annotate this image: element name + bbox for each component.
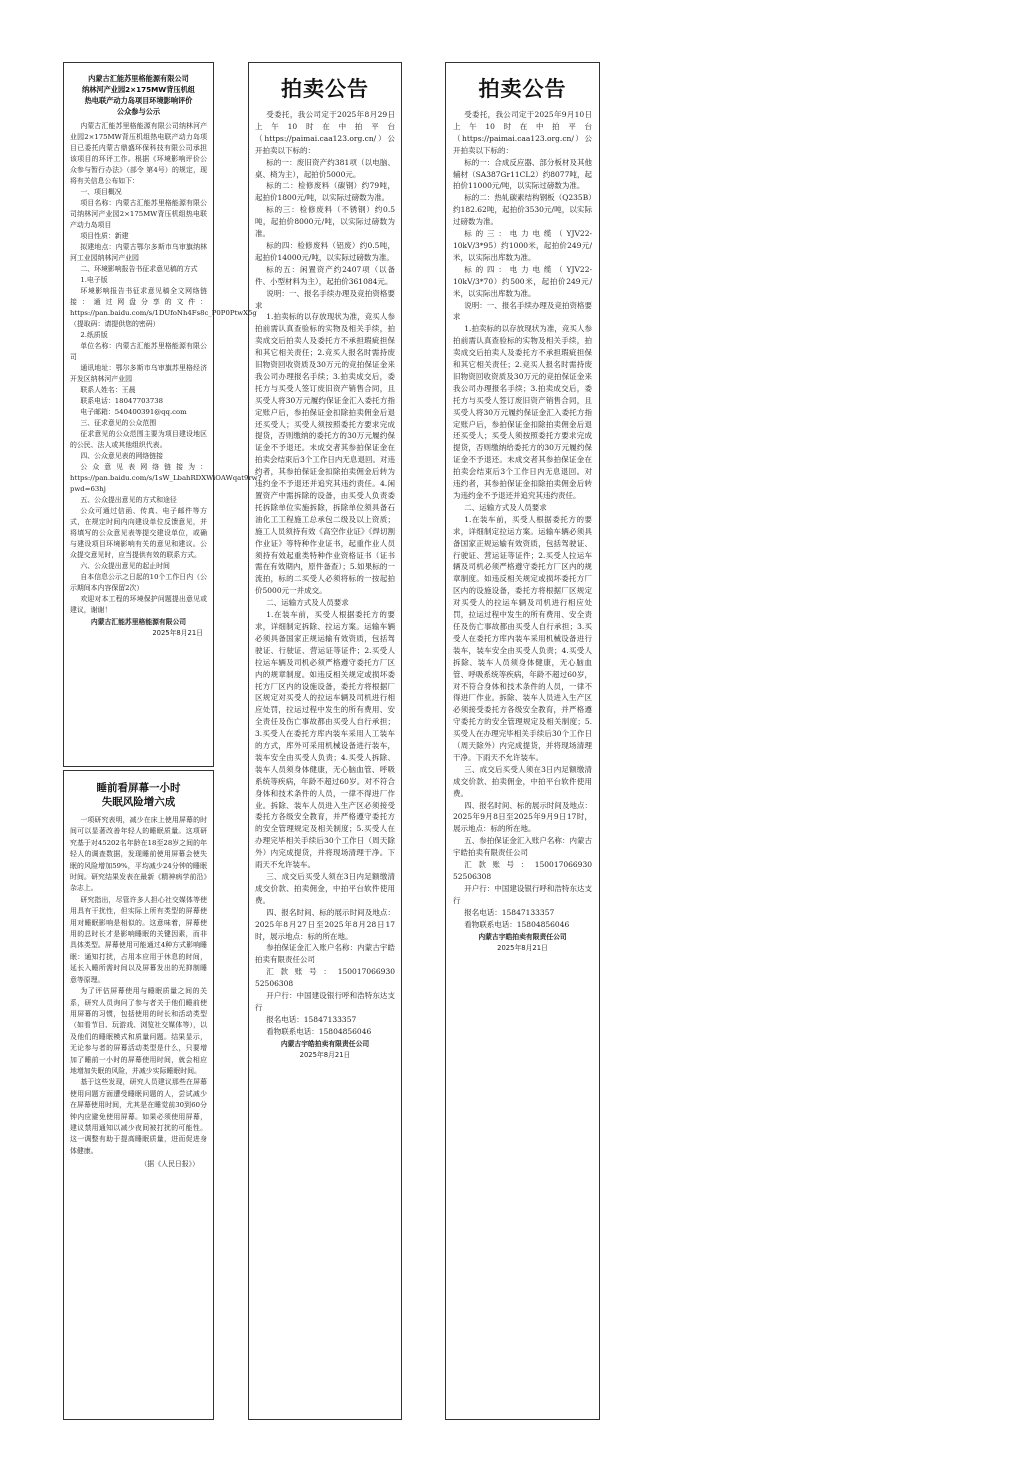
sleep-article-source: （据《人民日报》） xyxy=(140,1160,199,1169)
eia-notice-box xyxy=(63,62,262,767)
paragraph: 标的一：废旧资产约381项（以电脑、桌、椅为主），起拍价5000元。 xyxy=(255,157,395,179)
headline-line: 失眠风险增六成 xyxy=(101,796,176,808)
paragraph: 标的四：电力电缆（YJV22-10kV/3*70）约500米，起拍价249元/米，以实际出库数为准。 xyxy=(453,264,592,298)
paragraph: 单位名称：内蒙古汇能苏里格能源有限公司 xyxy=(70,342,207,361)
paragraph: 四、报名时间、标的展示时间及地点：2025年8月27日至2025年8月28日17时，展示地点：标的所在地。 xyxy=(255,907,395,941)
paragraph: 看物联系电话：15804856046 xyxy=(266,1026,372,1036)
paragraph: 欢迎对本工程的环境保护问题提出意见或建议，谢谢！ xyxy=(70,595,207,614)
paragraph: 标的五：闲置资产约2407项（以备件、小型材料为主），起拍价361084元。 xyxy=(255,264,395,286)
paragraph: 汇款账号：150017066930 52506308 xyxy=(255,967,395,989)
paragraph: 一项研究表明，减少在床上使用屏幕的时间可以显著改善年轻人的睡眠质量。这项研究基于对45202名年龄在18至28岁之间的年轻人的调查数据，发现睡前使用屏幕会使失眠的风险增加59%，平均减少24分钟的睡眠时间。研究结果发表在最新《精神病学前沿》杂志上。 xyxy=(70,816,207,893)
paragraph: 1.拍卖标的以存放现状为准，竞买人参拍前需认真查验标的实物及相关手续，拍卖成交后拍卖人及委托方不承担瑕疵担保和其它相关责任；2.竞买人报名时需持废旧物资回收资质及30万元的竞拍保证金来我公司办理报名手续；3.拍卖成交后，委托方与买受人签订废旧资产销售合同，且买受人将30万元履约保证金汇入委托方指定账户后，参拍保证金扣除拍卖佣金后退还买受人；买受人须按照委托方要求完成提货，否则缴纳给委托方的30万元履约保证金不予退还。未成交者其参拍保证金在拍卖会结束后3个工作日内无息退回。对违约者，其参拍保证金扣除拍卖佣金后转为违约金不予退还并追究其违约责任。 xyxy=(453,324,592,500)
paragraph: 1.在装车前，买受人根据委托方的要求，详细制定拉运方案。运输车辆必须具备国家正规运输有效资质，包括驾驶证、行驶证、营运证等证件；2.买受人拉运车辆及司机必须严格遵守委托方厂区内的规章制度。如违反相关规定或损坏委托方厂区内的设施设备，委托方将根据厂区规定对买受人的拉运车辆及司机进行相应处罚，拉运过程中发生的所有费用、安全责任及伤亡事故都由买受人自行承担；3.买受人在委托方库内装车采用机械设备进行装车，装车安全由买受人负责；4.买受人拆除、装车人员须身体健康，无心脑血管、呼吸系统等疾病，年龄不超过60岁，对不符合身体和技术条件的人员，一律不得进厂作业。拆除、装车人员进入生产区必须接受委托方各级安全教育，并严格遵守委托方的安全管理规定及相关制度；5.买受人在办理完毕相关手续后30个工作日（周天除外）内完成提货，并将现场清理干净。下雨天不允许装车。 xyxy=(453,514,592,762)
paragraph: 项目名称：内蒙古汇能苏里格能源有限公司纳林河产业园2×175MW背压机组热电联产动力岛项目 xyxy=(70,199,207,229)
paragraph: 1.拍卖标的以存放现状为准，竞买人参拍前需认真查验标的实物及相关手续，拍卖成交后拍卖人及委托方不承担瑕疵担保和其它相关责任；2.竞买人报名时需持废旧物资回收资质及30万元的竞拍保证金来我公司办理报名手续；3.拍卖成交后，委托方与买受人签订废旧资产销售合同，且买受人将30万元履约保证金汇入委托方指定账户后，参拍保证金扣除拍卖佣金后退还买受人；买受人须按照委托方要求完成提货，否则缴纳的委托方的30万元履约保证金不予退还。未成交者其参拍保证金在拍卖会结束后3个工作日内无息退回。对违约者，其参拍保证金扣除拍卖佣金后转为违约金不予退还并追究其违约责任。4.闲置资产中需拆除的设备，由买受人负责委托拆除单位实施拆除，拆除单位须具备石油化工工程施工总承包二级及以上资质；施工人员须持有效《高空作业证》《焊切割作业证》等特种作业证书，起重作业人员须持有效起重类特种作业资格证书（证书需在有效期内，原件备查）；5.如果标的一流拍，标的二买受人必须将标的一按起拍价5000元一并成交。 xyxy=(255,312,395,596)
headline-line: 睡前看屏幕一小时 xyxy=(96,782,181,794)
eia-heading-line: 纳林河产业园2×175MW背压机组 xyxy=(82,85,195,94)
paragraph: 标的二：热轧碳素结构钢板（Q235B）约182.62吨，起拍价3530元/吨，以实际过磅数为准。 xyxy=(453,193,592,227)
paragraph: 二、运输方式及人员要求 xyxy=(464,502,547,512)
paragraph: 开户行：中国建设银行呼和浩特东达支行 xyxy=(453,883,592,905)
paragraph: 二、运输方式及人员要求 xyxy=(266,598,349,608)
paragraph: 征求意见的公众范围主要为项目建设地区的公民、法人或其他组织代表。 xyxy=(70,430,207,449)
paragraph: 拟建地点：内蒙古鄂尔多斯市乌审旗纳林河工业园纳林河产业园 xyxy=(70,243,207,262)
auction-notice-signature: 内蒙古宇皓拍卖有限责任公司 xyxy=(280,1039,370,1048)
paragraph: 参拍保证金汇入账户名称：内蒙古宇皓拍卖有限责任公司 xyxy=(255,943,395,965)
paragraph: 受委托，我公司定于2025年9月10日上午10时在中拍平台（https://paimai.caa123.org.cn/）公开拍卖以下标的： xyxy=(453,110,592,155)
paragraph: 1.在装车前，买受人根据委托方的要求，详细制定拆除、拉运方案。运输车辆必须具备国家正规运输有效资质，包括驾驶证、行驶证、营运证等证件；2.买受人拉运车辆及司机必须严格遵守委托方厂区内的规章制度。如违反相关规定或损坏委托方厂区内的设施设备，委托方将根据厂区规定对买受人的拉运车辆及司机进行相应处罚，拉运过程中发生的所有费用、安全责任及伤亡事故都由买受人自行承担；3.买受人在委托方库内装车采用人工装车的方式，库外可采用机械设备进行装车，装车安全由买受人负责；4.买受人拆除、装车人员须身体健康，无心脑血管、呼吸系统等疾病，年龄不超过60岁。对不符合身体和技术条件的人员，一律不得进厂作业。拆除、装车人员进入生产区必须接受委托方各级安全教育，并严格遵守委托方的安全管理规定及相关制度；5.买受人在办理完毕相关手续后30个工作日（周天除外）内完成提货，并将现场清理干净。下雨天不允许装车。 xyxy=(255,610,395,870)
paragraph: 标的四：检修废料（铝废）约0.5吨，起拍价14000元/吨，以实际过磅数为准。 xyxy=(255,240,395,262)
auction-notice-box-1 xyxy=(248,62,402,1420)
paragraph: 一、项目概况 xyxy=(80,188,122,196)
sleep-article-headline xyxy=(70,781,207,809)
paragraph: 公众可通过信函、传真、电子邮件等方式，在规定时间内向建设单位反馈意见，并将填写的公众意见表等提交建设单位，或确与建设项目环境影响有关的意见和建议。公众提交意见时，应当提供有效的联系方式。 xyxy=(70,507,207,559)
auction-notice-date: 2025年8月21日 xyxy=(497,943,548,952)
paragraph: 报名电话：15847133357 xyxy=(266,1014,357,1024)
paragraph: 汇款账号：150017066930 52506308 xyxy=(453,860,592,881)
paragraph: 说明：一、报名手续办理及竞拍资格要求 xyxy=(255,288,395,310)
paragraph: 五、公众提出意见的方式和途径 xyxy=(80,496,177,504)
paragraph: 二、环境影响报告书征求意见稿的方式 xyxy=(80,265,198,273)
auction-notice-date: 2025年8月21日 xyxy=(299,1050,351,1059)
auction-notice-title: 拍卖公告 xyxy=(478,77,567,101)
paragraph: 电子邮箱：540400391@qq.com xyxy=(80,408,187,416)
eia-heading-line: 内蒙古汇能苏里格能源有限公司 xyxy=(88,74,189,83)
paragraph: 联系电话：18047703738 xyxy=(80,397,164,405)
paragraph: 三、成交后买受人须在3日内足额缴清成交价款、拍卖佣金，中拍平台软件使用费。 xyxy=(255,872,395,905)
paragraph: 看物联系电话：15804856046 xyxy=(464,919,570,929)
paragraph: 环境影响报告书征求意见稿全文网络链接：通过网盘分享的文件：https://pan.baidu.com/s/1DUfoNh4Fs8c_P0P0PtwX5g（提取码：请提供您的密码） xyxy=(70,287,257,328)
paragraph: 受委托，我公司定于2025年8月29日上午10时在中拍平台（https://paimai.caa123.org.cn/）公开拍卖以下标的： xyxy=(255,110,395,155)
eia-heading-line: 公众参与公示 xyxy=(116,107,161,116)
paragraph: 公众意见表网络链接为：https://pan.baidu.com/s/1sW_LbahRDXWiOAWqat9rw?pwd=63hj xyxy=(70,463,262,493)
paragraph: 六、公众提出意见的起止时间 xyxy=(80,562,170,570)
paragraph: 项目性质：新建 xyxy=(80,232,129,240)
eia-heading-line: 热电联产动力岛项目环境影响评价 xyxy=(84,96,193,105)
paragraph: 三、成交后买受人须在3日内足额缴清成交价款、拍卖佣金，中拍平台软件使用费。 xyxy=(453,764,592,798)
paragraph: 说明：一、报名手续办理及竞拍资格要求 xyxy=(453,300,592,322)
paragraph: 研究指出，尽管许多人担心社交媒体等使用具有干扰性，但实际上所有类型的屏幕使用对睡眠影响是相似的。这意味着，屏幕使用的总时长才是影响睡眠的关键因素，而非具体类型。屏幕使用可能通过4种方式影响睡眠：通知打扰，占用本应用于休息的时间，延长入睡所需时间以及屏幕发出的光抑制睡意等原理。 xyxy=(70,895,207,984)
auction-notice-box-2 xyxy=(445,62,600,1420)
eia-notice-heading xyxy=(70,73,207,117)
auction-notice-title: 拍卖公告 xyxy=(281,77,369,101)
eia-notice-signature: 内蒙古汇能苏里格能源有限公司 xyxy=(90,618,187,626)
auction-notice-body xyxy=(453,109,592,931)
paragraph: 标的三：检修废料（不锈钢）约0.5吨，起拍价8000元/吨，以实际过磅数为准。 xyxy=(255,205,395,239)
paragraph: 自本信息公示之日起的10个工作日内（公示期间本内容保留2次） xyxy=(70,573,207,592)
auction-notice-body xyxy=(255,109,395,1038)
paragraph: 2.纸质版 xyxy=(80,331,108,339)
paragraph: 四、报名时间、标的展示时间及地点：2025年9月8日至2025年9月9日17时，展示地点：标的所在地。 xyxy=(453,800,592,834)
paragraph: 五、参拍保证金汇入账户名称：内蒙古宇皓拍卖有限责任公司 xyxy=(453,836,592,858)
paragraph: 基于这些发现，研究人员建议那些在屏幕使用问题方面遭受睡眠问题的人，尝试减少在屏幕使用时间，尤其是在睡觉前30到60分钟内应避免使用屏幕。如果必须使用屏幕，建议禁用通知以减少夜间被打扰的可能性。这一调整有助于提高睡眠质量，进而促进身体健康。 xyxy=(70,1078,207,1155)
auction-notice-signature: 内蒙古宇皓拍卖有限责任公司 xyxy=(478,932,567,941)
paragraph: 标的三：电力电缆（YJV22-10kV/3*95）约1000米，起拍价249元/米，以实际出库数为准。 xyxy=(453,229,592,262)
paragraph: 报名电话：15847133357 xyxy=(464,907,555,917)
sleep-article-box xyxy=(63,770,214,1420)
paragraph: 为了评估屏幕使用与睡眠质量之间的关系，研究人员询问了参与者关于他们睡前使用屏幕的习惯，包括使用的时长和活动类型（如看节目、玩游戏、浏览社交媒体等），以及他们的睡眠模式和质量问题。结果显示，无论参与者的屏幕活动类型是什么，只要增加了睡前一小时的屏幕使用时间，就会相应地增加失眠的风险，并减少实际睡眠时间。 xyxy=(70,987,207,1075)
paragraph: 三、征求意见的公众范围 xyxy=(80,419,157,427)
paragraph: 内蒙古汇能苏里格能源有限公司纳林河产业园2×175MW背压机组热电联产动力岛项目已委托内蒙古鼎盛环保科技有限公司承担该项目的环评工作。根据《环境影响评价公众参与暂行办法》（部令 第4号）的规定，现将有关信息公布如下： xyxy=(70,122,207,185)
paragraph: 标的二：检修废料（碳钢）约79吨，起拍价1800元/吨，以实际过磅数为准。 xyxy=(255,181,395,203)
paragraph: 四、公众意见表的网络链接 xyxy=(80,452,164,460)
paragraph: 标的一：合成反应器、部分板材及其他辅材（SA387Gr11CL2）约8077吨，起拍价11000元/吨，以实际过磅数为准。 xyxy=(453,157,592,191)
eia-notice-body xyxy=(70,121,262,616)
eia-notice-date: 2025年8月21日 xyxy=(152,629,203,637)
sleep-article-body xyxy=(70,815,207,1157)
paragraph: 开户行：中国建设银行呼和浩特东达支行 xyxy=(255,991,395,1012)
paragraph: 1.电子版 xyxy=(80,276,108,284)
paragraph: 通讯地址：鄂尔多斯市乌审旗苏里格经济开发区纳林河产业园 xyxy=(70,364,207,383)
paragraph: 联系人姓名：王晨 xyxy=(80,386,136,394)
